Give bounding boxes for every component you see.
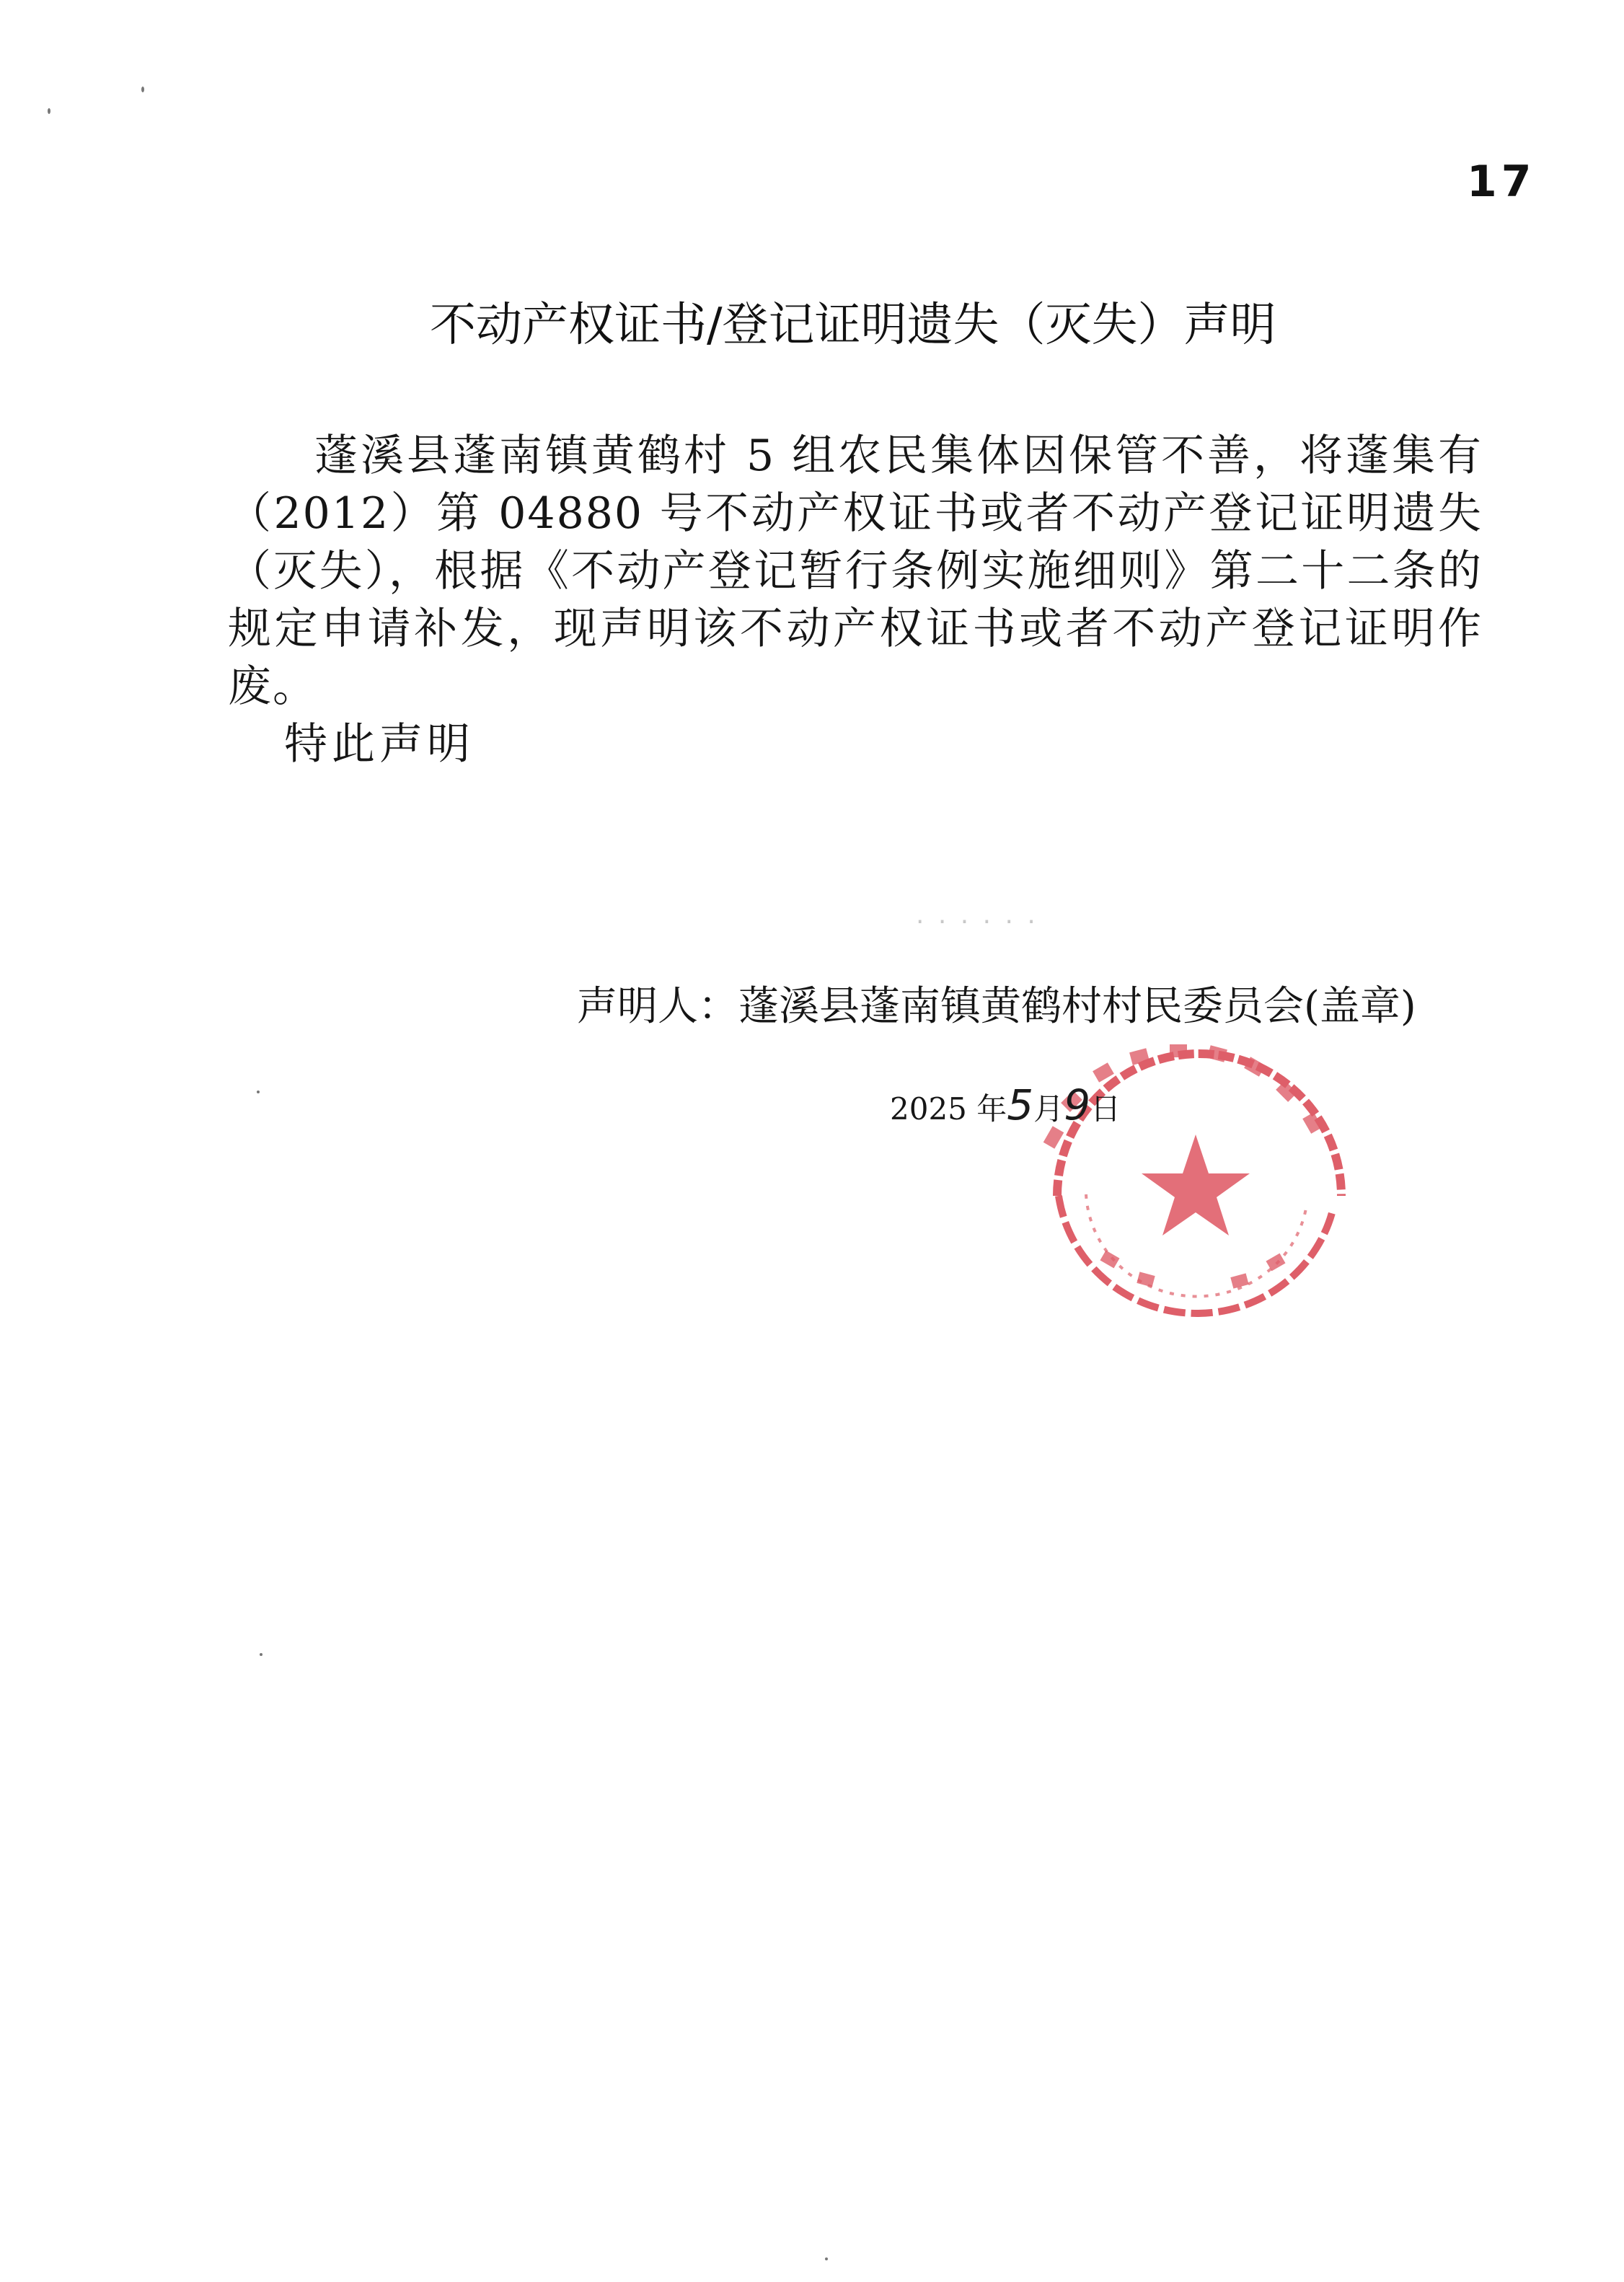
document-title: 不动产权证书/登记证明遗失（灭失）声明 [430, 299, 1276, 352]
scan-speck [257, 1091, 260, 1093]
closing-phrase: 特此声明 [284, 719, 475, 770]
faint-scan-mark: · · · · · · [916, 907, 1038, 937]
scan-speck [825, 2257, 828, 2260]
date-day-unit: 日 [1090, 1091, 1121, 1127]
date-year: 2025 [890, 1091, 967, 1127]
scan-speck [141, 87, 144, 92]
date-year-unit: 年 [976, 1091, 1007, 1127]
five-pointed-star-icon [1142, 1135, 1250, 1235]
signing-date [890, 1076, 1121, 1138]
statement-body: 蓬溪县蓬南镇黄鹤村 5 组农民集体因保管不善，将蓬集有（2012）第 04880 号不动产权证书或者不动产登记证明遗失（灭失），根据《不动产登记暂行条例实施细则》第二十二条的规定申请补发，现声明该不动产权证书或者不动产登记证明作废。 [228, 431, 1483, 712]
page-number: 17 [1467, 157, 1536, 207]
date-day-handwritten: 9 [1064, 1080, 1091, 1129]
official-seal [1015, 1016, 1376, 1318]
date-month-handwritten: 5 [1007, 1080, 1034, 1129]
scan-speck [48, 108, 50, 114]
declarant-line: 声明人：蓬溪县蓬南镇黄鹤村村民委员会(盖章) [577, 983, 1416, 1030]
date-month-unit: 月 [1033, 1091, 1064, 1127]
scan-speck [260, 1653, 262, 1656]
